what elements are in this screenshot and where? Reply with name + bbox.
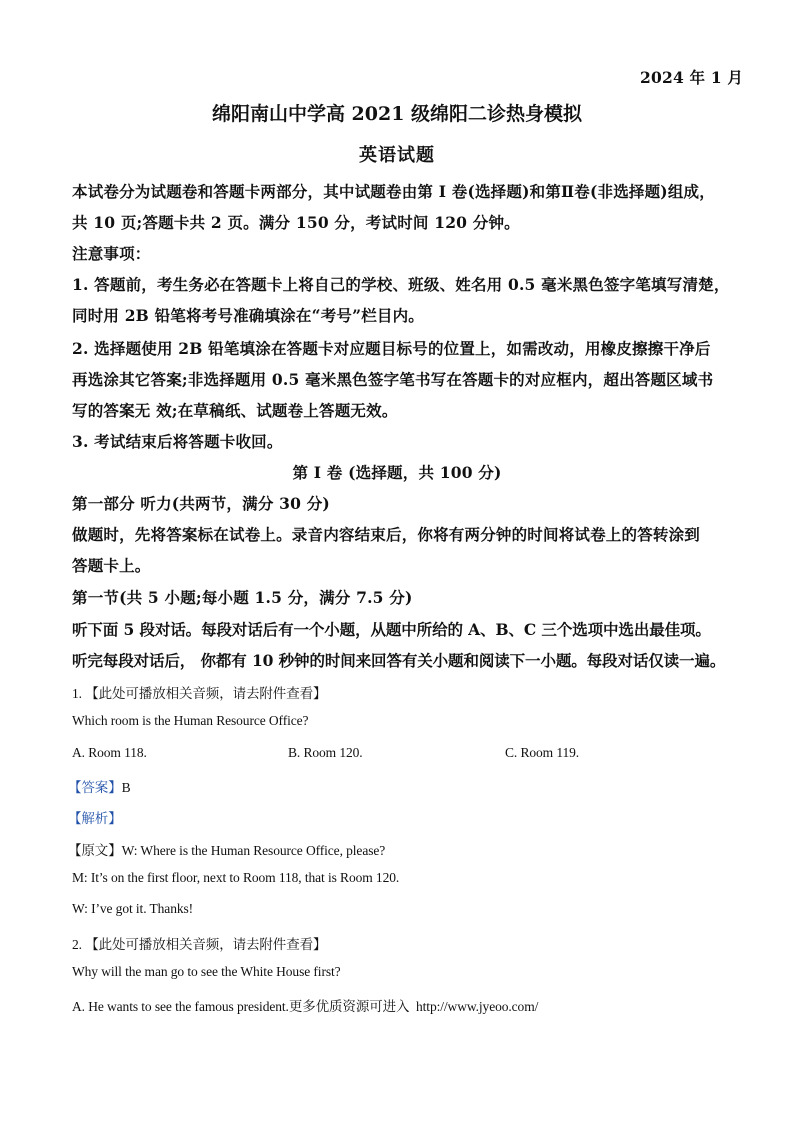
part1-heading: 第一部分 听力(共两节，满分 30 分): [72, 494, 330, 513]
volume-heading: 第 I 卷 (选择题，共 100 分): [292, 463, 502, 482]
q2-option-a-row: [72, 995, 538, 1015]
q1-answer-row: [68, 776, 131, 796]
part1-instr-line-2: 答题卡上。: [72, 556, 151, 575]
promo-text: 更多优质资源可进入: [288, 999, 410, 1014]
note-3: 3. 考试结束后将答题卡收回。: [72, 432, 283, 451]
q1-label: 1. 【此处可播放相关音频，请去附件查看】: [72, 686, 327, 701]
original-tag: 【原文】: [68, 843, 122, 858]
note-2-line-3: 写的答案无 效;在草稿纸、试题卷上答题无效。: [72, 401, 398, 420]
answer-tag: 【答案】: [68, 780, 122, 795]
q1-line-m1: M: It’s on the first floor, next to Room 118, that is Room 120.: [72, 870, 400, 885]
q2-question: Why will the man go to see the White House first?: [72, 964, 341, 979]
section1-instr-line-2: 听完每段对话后， 你都有 10 秒钟的时间来回答有关小题和阅读下一小题。每段对话仅读一遍。: [72, 651, 726, 670]
q1-option-a: A. Room 118.: [72, 745, 147, 760]
intro-line-2: 共 10 页;答题卡共 2 页。满分 150 分，考试时间 120 分钟。: [72, 213, 520, 232]
exam-date: 2024 年 1 月: [640, 68, 744, 87]
exam-title: 绵阳南山中学高 2021 级绵阳二诊热身模拟: [211, 103, 583, 125]
q1-line-w1: W: Where is the Human Resource Office, please?: [121, 843, 386, 858]
exam-subtitle: 英语试题: [359, 145, 435, 166]
part1-instr-line-1: 做题时，先将答案标在试卷上。录音内容结束后，你将有两分钟的时间将试卷上的答转涂到: [72, 525, 701, 544]
q1-question: Which room is the Human Resource Office?: [72, 713, 309, 728]
q2-option-a: A. He wants to see the famous president.: [72, 999, 289, 1014]
notes-heading: 注意事项：: [72, 244, 151, 263]
q1-option-c: C. Room 119.: [505, 745, 580, 760]
section1-instr-line-1: 听下面 5 段对话。每段对话后有一个小题，从题中所给的 A、B、C 三个选项中选出最佳项。: [72, 620, 711, 639]
note-2-line-2: 再选涂其它答案;非选择题用 0.5 毫米黑色签字笔书写在答题卡的对应框内，超出答题区域书: [72, 370, 714, 389]
q2-label: 2. 【此处可播放相关音频，请去附件查看】: [72, 937, 327, 952]
note-1-line-2: 同时用 2B 铅笔将考号准确填涂在“考号”栏目内。: [72, 306, 425, 325]
q1-line-w2: W: I’ve got it. Thanks!: [72, 901, 194, 916]
note-1-line-1: 1. 答题前，考生务必在答题卡上将自己的学校、班级、姓名用 0.5 毫米黑色签字笔填写清楚，: [72, 275, 730, 294]
q1-transcript-w1: [68, 839, 385, 859]
q1-option-b: B. Room 120.: [288, 745, 363, 760]
note-2-line-1: 2. 选择题使用 2B 铅笔填涂在答题卡对应题目标号的位置上，如需改动，用橡皮擦擦干净后: [72, 339, 711, 358]
promo-link[interactable]: http://www.jyeoo.com/: [416, 999, 539, 1014]
q1-analysis-row: [68, 807, 122, 827]
analysis-tag: 【解析】: [68, 811, 122, 826]
intro-line-1: 本试卷分为试题卷和答题卡两部分，其中试题卷由第 I 卷(选择题)和第Ⅱ卷(非选择题)组成，: [72, 182, 715, 201]
section1-heading: 第一节(共 5 小题;每小题 1.5 分，满分 7.5 分): [72, 588, 413, 607]
q1-answer-value: B: [121, 780, 131, 795]
